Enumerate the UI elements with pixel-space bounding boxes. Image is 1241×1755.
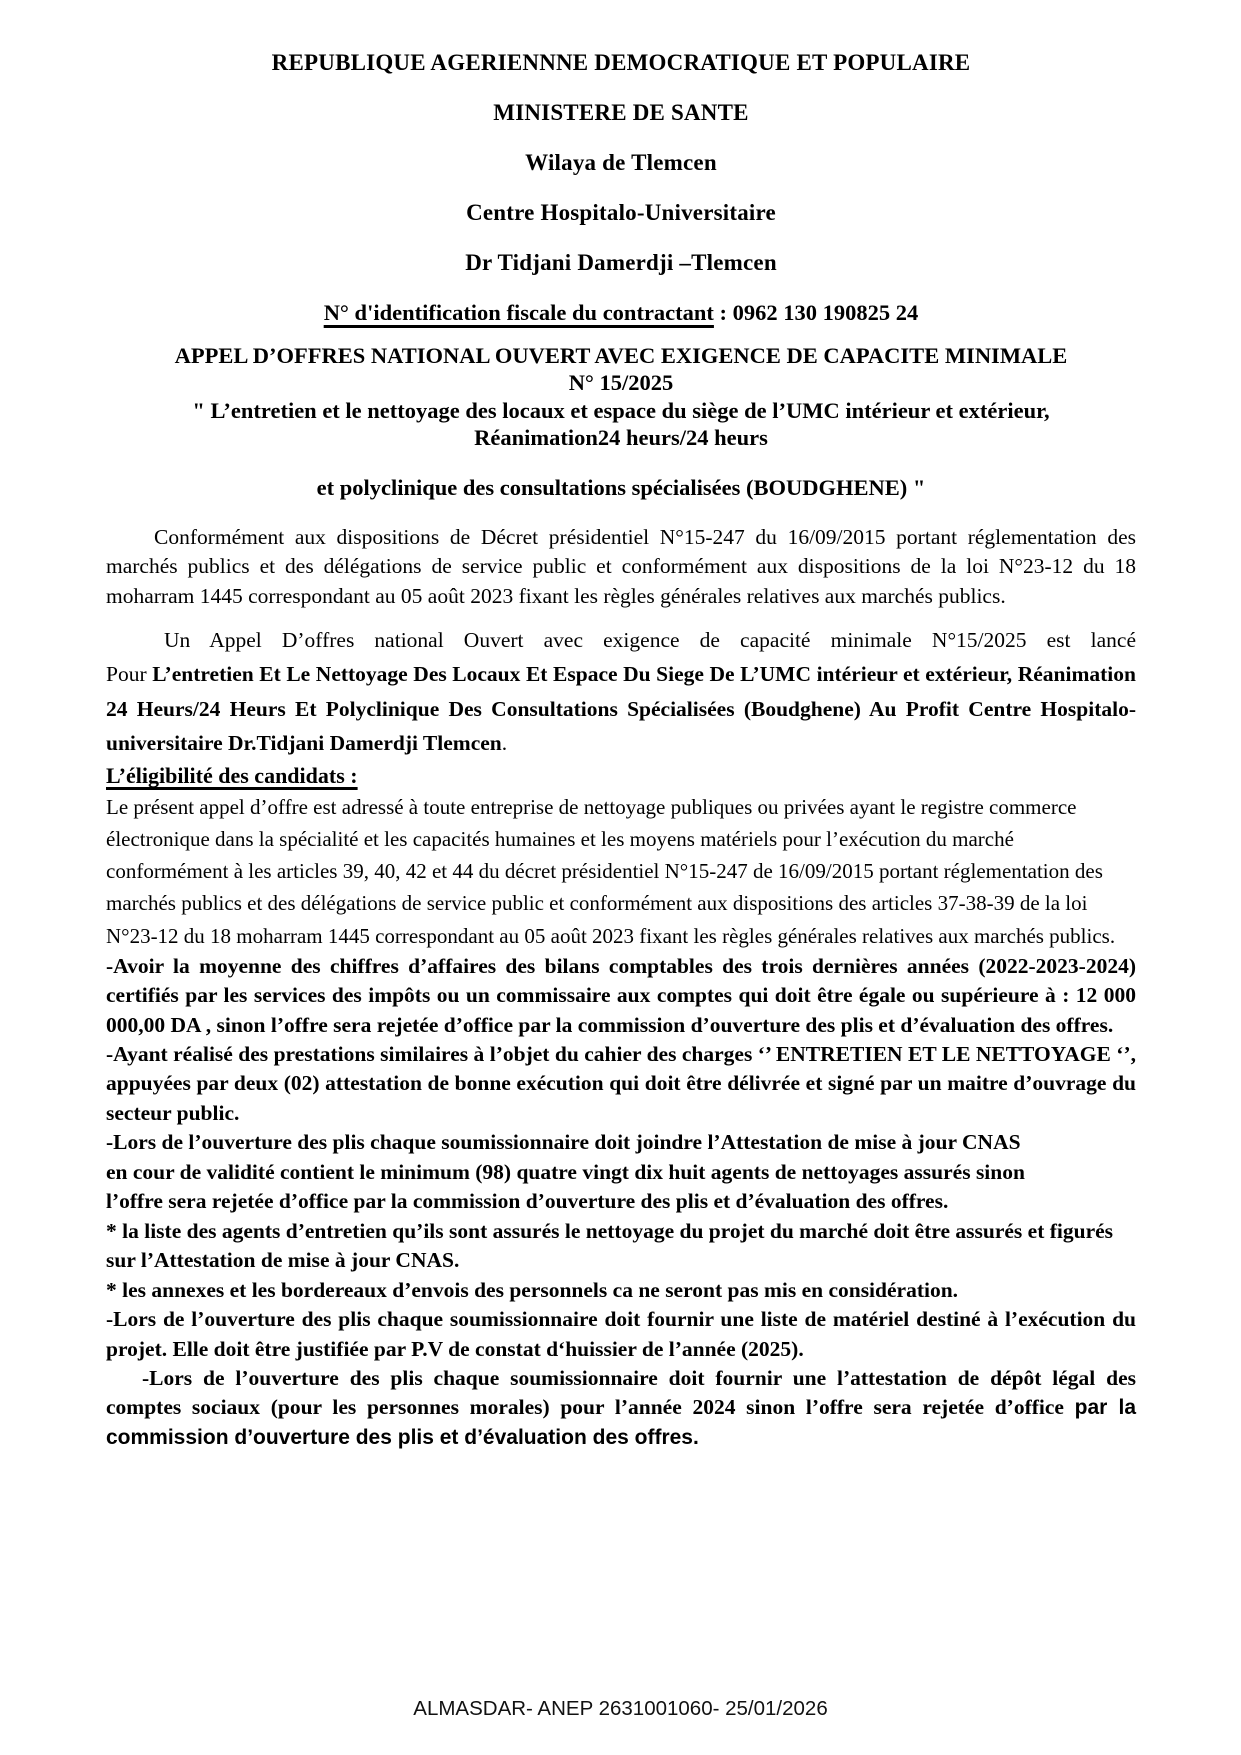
requirement-cnas-line2: en cour de validité contient le minimum (98) quatre vingt dix huit agents de nettoyages assurés sinon bbox=[106, 1159, 1025, 1184]
header-chu: Centre Hospitalo-Universitaire bbox=[466, 200, 776, 225]
paragraph-conformement: Conformément aux dispositions de Décret présidentiel N°15-247 du 16/09/2015 portant réglementation des marchés publics et des délégations de service public et conformément aux dispositions de la loi N°23-12 du 18 moharram 1445 correspondant au 05 août 2023 fixant les règles générales relatives aux marchés publics. bbox=[106, 525, 1136, 608]
eligibility-heading: L’éligibilité des candidats : bbox=[106, 763, 358, 789]
requirement-cnas-line3: l’offre sera rejetée d’office par la commission d’ouverture des plis et d’évaluation des offres. bbox=[106, 1189, 949, 1214]
fiscal-id-label: N° d'identification fiscale du contractant bbox=[323, 300, 714, 325]
fiscal-id-value: : 0962 130 190825 24 bbox=[713, 300, 919, 325]
requirement-material: -Lors de l’ouverture des plis chaque soumissionnaire doit fournir une liste de matériel destiné à l’exécution du projet. Elle doit être justifiée par P.V de constat d‘huissier de l’année (2025). bbox=[106, 1307, 1136, 1361]
launch-pour-text: Pour bbox=[106, 662, 153, 687]
tender-number: N° 15/2025 bbox=[568, 370, 674, 396]
launch-subject-bold: L’entretien Et Le Nettoyage Des Locaux Et Espace Du Siege De L’UMC intérieur et extérieur, Réanimation 24 Heurs/24 Heurs Et Polyclinique Des Consultations Spécialisées (Boudghene) Au Profit Centre Hospitalo-universitaire Dr.Tidjani Damerdji Tlemcen bbox=[106, 662, 1136, 756]
legal-deposit-sans-text: par la commission d’ouverture des plis et d’évaluation des offres. bbox=[106, 1396, 1137, 1450]
footer-anep: ALMASDAR- ANEP 2631001060- 25/01/2026 bbox=[413, 1697, 828, 1720]
requirement-cnas-line1: -Lors de l’ouverture des plis chaque soumissionnaire doit joindre l’Attestation de mise à jour CNAS bbox=[106, 1130, 1021, 1155]
tender-subject-line3: et polyclinique des consultations spécialisées (BOUDGHENE) " bbox=[316, 474, 926, 500]
tender-subject-line2: Réanimation24 heurs/24 heurs bbox=[474, 425, 768, 451]
tender-subject-line1: " L’entretien et le nettoyage des locaux et espace du siège de l’UMC intérieur et extérieur, bbox=[192, 397, 1050, 423]
launch-period: . bbox=[501, 731, 508, 756]
header-doctor: Dr Tidjani Damerdji –Tlemcen bbox=[465, 250, 777, 275]
legal-deposit-serif-text: -Lors de l’ouverture des plis chaque soumissionnaire doit fournir une l’attestation de dépôt légal des comptes sociaux (pour les personnes morales) pour l’année 2024 sinon l’offre sera rejetée d’office bbox=[106, 1366, 1136, 1420]
header-republic: REPUBLIQUE AGERIENNNE DEMOCRATIQUE ET POPULAIRE bbox=[271, 50, 971, 75]
requirement-annexes: * les annexes et les bordereaux d’envois des personnels ca ne seront pas mis en considération. bbox=[106, 1277, 959, 1302]
fiscal-id-line bbox=[106, 300, 1136, 326]
tender-title-block bbox=[106, 342, 1136, 501]
requirement-cnas bbox=[106, 1128, 1136, 1216]
requirement-turnover: -Avoir la moyenne des chiffres d’affaires des bilans comptables des trois dernières années (2022-2023-2024) certifiés par les services des impôts ou un commissaire aux comptes qui doit être égale ou supérieure à : 12 000 000,00 DA , sinon l’offre sera rejetée d’office par la commission d’ouverture des plis et d’évaluation des offres. bbox=[106, 953, 1136, 1037]
paragraph-launch-subject bbox=[106, 657, 1136, 760]
paragraph-eligibility: Le présent appel d’offre est adressé à toute entreprise de nettoyage publiques ou privées ayant le registre commerce électronique dans la spécialité et les capacités humaines et les moyens matériels pour l’exécution du marché conformément à les articles 39, 40, 42 et 44 du décret présidentiel N°15-247 de 16/09/2015 portant réglementation des marchés publics et des délégations de service public et conformément aux dispositions des articles 37-38-39 de la loi N°23-12 du 18 moharram 1445 correspondant au 05 août 2023 fixant les règles générales relatives aux marchés publics. bbox=[106, 795, 1116, 948]
requirement-references: -Ayant réalisé des prestations similaires à l’objet du cahier des charges ‘’ ENTRETIEN ET LE NETTOYAGE ‘’, appuyées par deux (02) attestation de bonne exécution qui doit être délivrée et signé par un maitre d’ouvrage du secteur public. bbox=[106, 1042, 1136, 1125]
paragraph-launch-intro: Un Appel D’offres national Ouvert avec exigence de capacité minimale N°15/2025 est lancé bbox=[164, 627, 1136, 652]
tender-title: APPEL D’OFFRES NATIONAL OUVERT AVEC EXIGENCE DE CAPACITE MINIMALE bbox=[174, 343, 1068, 368]
requirement-legal-deposit bbox=[106, 1364, 1136, 1453]
header-wilaya: Wilaya de Tlemcen bbox=[525, 150, 717, 175]
requirement-agents-list: * la liste des agents d’entretien qu’ils sont assurés le nettoyage du projet du marché doit être assurés et figurés sur l’Attestation de mise à jour CNAS. bbox=[106, 1218, 1114, 1273]
header-ministry: MINISTERE DE SANTE bbox=[493, 100, 749, 125]
